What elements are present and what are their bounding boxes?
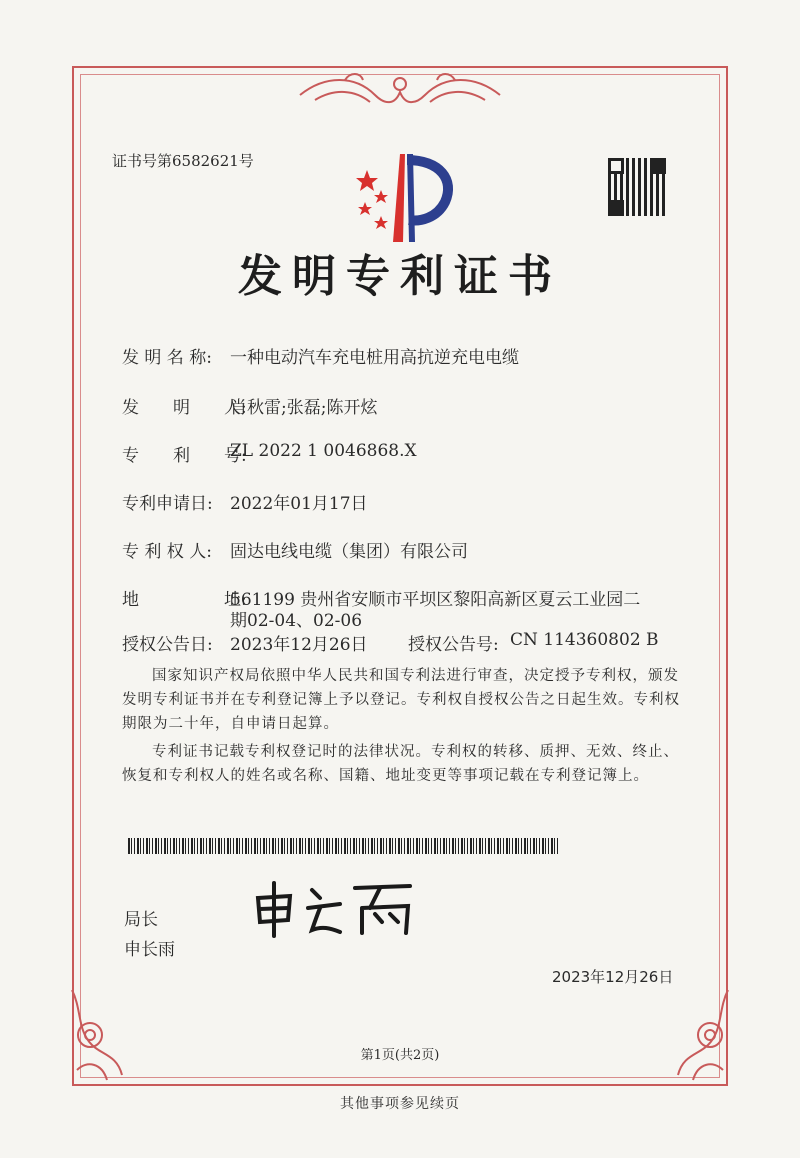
- qr-code: [608, 158, 666, 216]
- filing-date: 2022年01月17日: [230, 494, 368, 514]
- bottom-right-ornament-icon: [668, 985, 738, 1085]
- patent-number-label: 专 利 号:: [122, 446, 247, 466]
- top-ornament-icon: [295, 70, 505, 120]
- patent-number: ZL 2022 1 0046868.X: [230, 441, 417, 461]
- certificate-number: 证书号第6582621号: [112, 152, 254, 170]
- patentee: 固达电线电缆（集团）有限公司: [230, 542, 468, 562]
- legal-paragraph-2: 专利证书记载专利权登记时的法律状况。专利权的转移、质押、无效、终止、恢复和专利权人的姓名或名称、国籍、地址变更等事项记载在专利登记簿上。: [122, 744, 679, 784]
- invention-name-label: 发 明 名 称:: [122, 348, 212, 368]
- address-label: 地 址:: [122, 590, 247, 610]
- inventor: 肖秋雷;张磊;陈开炫: [230, 398, 378, 418]
- grant-number: CN 114360802 B: [510, 630, 659, 650]
- legal-paragraph-1: 国家知识产权局依照中华人民共和国专利法进行审查，决定授予专利权，颁发发明专利证书并在专利登记簿上予以登记。专利权自授权公告之日起生效。专利权期限为二十年，自申请日起算。: [122, 668, 680, 732]
- handwritten-signature: [250, 878, 420, 938]
- grant-number-label: 授权公告号:: [408, 635, 499, 655]
- filing-date-label: 专利申请日:: [122, 494, 213, 514]
- barcode: [128, 838, 558, 854]
- signatory-name: 申长雨: [124, 940, 175, 960]
- invention-name: 一种电动汽车充电桩用高抗逆充电电缆: [230, 348, 519, 368]
- address-line-2: 期02-04、02-06: [230, 611, 363, 631]
- inventor-label: 发 明 人:: [122, 398, 247, 418]
- page-indicator: 第1页(共2页): [360, 1048, 440, 1063]
- bottom-left-ornament-icon: [62, 985, 132, 1085]
- issue-date: 2023年12月26日: [552, 968, 674, 986]
- patent-office-emblem-icon: [345, 150, 460, 245]
- page-title: 发明专利证书: [238, 251, 562, 302]
- patentee-label: 专 利 权 人:: [122, 542, 212, 562]
- footer-note: 其他事项参见续页: [340, 1096, 460, 1112]
- address-line-1: 561199 贵州省安顺市平坝区黎阳高新区夏云工业园二: [230, 590, 641, 610]
- grant-date: 2023年12月26日: [230, 635, 368, 655]
- signatory-title: 局长: [124, 910, 158, 930]
- grant-date-label: 授权公告日:: [122, 635, 213, 655]
